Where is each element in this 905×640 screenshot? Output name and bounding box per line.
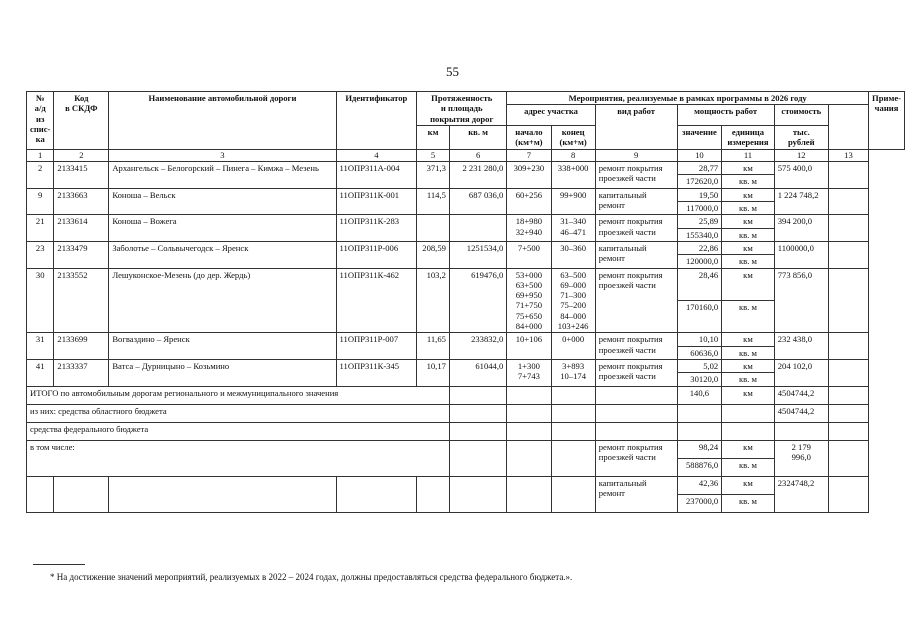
header-code: Код в СКДФ bbox=[54, 92, 109, 150]
road-area-sqm bbox=[449, 215, 506, 242]
regional-cost: 4504744,2 bbox=[774, 404, 828, 422]
federal-label: средства федерального бюджета bbox=[27, 422, 450, 440]
road-area-sqm: 233832,0 bbox=[449, 333, 506, 360]
road-length-km: 371,3 bbox=[417, 162, 450, 189]
federal-budget-row bbox=[27, 422, 905, 440]
road-capacity-km: 22,86 bbox=[677, 241, 722, 254]
road-capacity-km: 28,46 bbox=[677, 268, 722, 300]
repair-work: ремонт покрытия проезжей части bbox=[595, 440, 677, 476]
road-num: 41 bbox=[27, 360, 54, 387]
header-km: км bbox=[417, 125, 450, 149]
header-note: Приме- чания bbox=[869, 92, 905, 150]
road-ident: 11ОПР311К-001 bbox=[336, 188, 417, 215]
road-note bbox=[828, 268, 868, 333]
capital-cost: 2324748,2 bbox=[774, 476, 828, 512]
header-unit: единица измерения bbox=[722, 125, 774, 149]
road-length-km: 11,65 bbox=[417, 333, 450, 360]
road-capacity-sqm-unit: кв. м bbox=[722, 228, 774, 241]
header-capacity: мощность работ bbox=[677, 105, 774, 126]
road-cost: 204 102,0 bbox=[774, 360, 828, 387]
road-rows bbox=[27, 162, 905, 387]
incl-label: в том числе: bbox=[27, 440, 450, 476]
road-area-sqm: 1251534,0 bbox=[449, 241, 506, 268]
road-capacity-sqm: 60636,0 bbox=[677, 346, 722, 359]
road-start: 18+980 32+940 bbox=[507, 215, 551, 242]
header-ident: Идентификатор bbox=[336, 92, 417, 150]
header-start: начало (км+м) bbox=[507, 125, 551, 149]
road-area-sqm: 619476,0 bbox=[449, 268, 506, 333]
road-code: 2133699 bbox=[54, 333, 109, 360]
road-capacity-km-unit: км bbox=[722, 333, 774, 346]
road-end: 30–360 bbox=[551, 241, 595, 268]
totals-section bbox=[27, 386, 905, 512]
col-number: 10 bbox=[677, 149, 722, 161]
road-note bbox=[828, 360, 868, 387]
road-area-sqm: 61044,0 bbox=[449, 360, 506, 387]
road-code: 2133337 bbox=[54, 360, 109, 387]
table-row bbox=[27, 268, 905, 300]
road-capacity-sqm-unit: кв. м bbox=[722, 373, 774, 386]
col-number: 5 bbox=[417, 149, 450, 161]
road-name: Архангельск – Белогорский – Пинега – Кимжа – Мезень bbox=[109, 162, 336, 189]
road-area-sqm: 687 036,0 bbox=[449, 188, 506, 215]
road-capacity-km-unit: км bbox=[722, 162, 774, 175]
road-length-km: 208,59 bbox=[417, 241, 450, 268]
header-name: Наименование автомобильной дороги bbox=[109, 92, 336, 150]
road-ident: 11ОПР311К-462 bbox=[336, 268, 417, 333]
road-end: 3+893 10–174 bbox=[551, 360, 595, 387]
road-capacity-km: 25,89 bbox=[677, 215, 722, 228]
road-note bbox=[828, 241, 868, 268]
road-capacity-km: 10,10 bbox=[677, 333, 722, 346]
table-row bbox=[27, 215, 905, 228]
header-measures: Мероприятия, реализуемые в рамках программы в 2026 году bbox=[507, 92, 869, 105]
road-num: 21 bbox=[27, 215, 54, 242]
col-number: 6 bbox=[449, 149, 506, 161]
repair-cost: 2 179 996,0 bbox=[774, 440, 828, 476]
capital-sqm: 237000,0 bbox=[677, 494, 722, 512]
col-number: 9 bbox=[595, 149, 677, 161]
road-capacity-sqm-unit: кв. м bbox=[722, 346, 774, 359]
road-cost: 232 438,0 bbox=[774, 333, 828, 360]
road-work-type: ремонт покрытия проезжей части bbox=[595, 268, 677, 333]
col-number: 4 bbox=[336, 149, 417, 161]
road-work-type: ремонт покрытия проезжей части bbox=[595, 215, 677, 242]
header-cost: стоимость bbox=[774, 105, 828, 126]
road-end: 63–500 69–000 71–300 75–200 84–000 103+246 bbox=[551, 268, 595, 333]
road-code: 2133663 bbox=[54, 188, 109, 215]
table-row bbox=[27, 162, 905, 175]
road-capacity-sqm-unit: кв. м bbox=[722, 300, 774, 332]
col-number: 13 bbox=[828, 149, 868, 161]
header-sqm: кв. м bbox=[449, 125, 506, 149]
road-capacity-sqm-unit: кв. м bbox=[722, 201, 774, 214]
col-number: 3 bbox=[109, 149, 336, 161]
col-number: 12 bbox=[774, 149, 828, 161]
page-number: 55 bbox=[446, 64, 459, 79]
table-row bbox=[27, 360, 905, 373]
road-start: 1+300 7+743 bbox=[507, 360, 551, 387]
regional-budget-row bbox=[27, 404, 905, 422]
repair-sqm-unit: кв. м bbox=[722, 458, 774, 476]
road-ident: 11ОПР311А-004 bbox=[336, 162, 417, 189]
road-cost: 773 856,0 bbox=[774, 268, 828, 333]
road-num: 2 bbox=[27, 162, 54, 189]
road-end: 31–340 46–471 bbox=[551, 215, 595, 242]
road-capacity-sqm: 170160,0 bbox=[677, 300, 722, 332]
table-row bbox=[27, 241, 905, 254]
road-work-type: ремонт покрытия проезжей части bbox=[595, 162, 677, 189]
road-capacity-km-unit: км bbox=[722, 215, 774, 228]
road-ident: 11ОПР311К-283 bbox=[336, 215, 417, 242]
header-length-area: Протяженность и площадь покрытия дорог bbox=[417, 92, 507, 126]
road-length-km: 10,17 bbox=[417, 360, 450, 387]
itogo-value: 140,6 bbox=[677, 386, 722, 404]
road-ident: 11ОПР311Р-006 bbox=[336, 241, 417, 268]
road-work-type: ремонт покрытия проезжей части bbox=[595, 360, 677, 387]
road-start: 7+500 bbox=[507, 241, 551, 268]
column-number-row bbox=[27, 149, 905, 161]
road-capacity-km: 5,02 bbox=[677, 360, 722, 373]
road-name: Коноша – Вожега bbox=[109, 215, 336, 242]
road-note bbox=[828, 188, 868, 215]
road-cost: 394 200,0 bbox=[774, 215, 828, 242]
road-num: 9 bbox=[27, 188, 54, 215]
capital-km-unit: км bbox=[722, 476, 774, 494]
road-capacity-km-unit: км bbox=[722, 188, 774, 201]
col-number: 2 bbox=[54, 149, 109, 161]
road-code: 2133614 bbox=[54, 215, 109, 242]
capital-work: капитальный ремонт bbox=[595, 476, 677, 512]
road-cost: 1100000,0 bbox=[774, 241, 828, 268]
road-capacity-sqm: 30120,0 bbox=[677, 373, 722, 386]
header-value: значение bbox=[677, 125, 722, 149]
repair-sqm: 588876,0 bbox=[677, 458, 722, 476]
road-ident: 11ОПР311К-345 bbox=[336, 360, 417, 387]
total-row bbox=[27, 386, 905, 404]
header-end: конец (км+м) bbox=[551, 125, 595, 149]
road-code: 2133479 bbox=[54, 241, 109, 268]
road-start: 10+106 bbox=[507, 333, 551, 360]
header-cost-unit: тыс. рублей bbox=[774, 125, 828, 149]
road-code: 2133552 bbox=[54, 268, 109, 333]
header-num: № а/д из спис- ка bbox=[27, 92, 54, 150]
road-name: Заболотье – Сольвычегодск – Яренск bbox=[109, 241, 336, 268]
col-number: 7 bbox=[507, 149, 551, 161]
road-work-type: капитальный ремонт bbox=[595, 241, 677, 268]
road-capacity-km-unit: км bbox=[722, 360, 774, 373]
road-capacity-km: 28,77 bbox=[677, 162, 722, 175]
road-name: Коноша – Вельск bbox=[109, 188, 336, 215]
road-start: 53+000 63+500 69+950 71+750 75+650 84+000 bbox=[507, 268, 551, 333]
road-capacity-km-unit: км bbox=[722, 268, 774, 300]
road-cost: 575 400,0 bbox=[774, 162, 828, 189]
footnote-rule bbox=[33, 564, 85, 565]
road-num: 23 bbox=[27, 241, 54, 268]
road-code: 2133415 bbox=[54, 162, 109, 189]
road-cost: 1 224 748,2 bbox=[774, 188, 828, 215]
itogo-label: ИТОГО по автомобильным дорогам регионального и межмуниципального значения bbox=[27, 386, 450, 404]
table-row bbox=[27, 333, 905, 346]
incl-repair-row bbox=[27, 440, 905, 458]
road-ident: 11ОПР311Р-007 bbox=[336, 333, 417, 360]
col-number: 11 bbox=[722, 149, 774, 161]
road-capacity-sqm: 172620,0 bbox=[677, 175, 722, 188]
road-work-type: капитальный ремонт bbox=[595, 188, 677, 215]
regional-label: из них: средства областного бюджета bbox=[27, 404, 450, 422]
road-length-km: 114,5 bbox=[417, 188, 450, 215]
road-capacity-km: 19,50 bbox=[677, 188, 722, 201]
capital-km: 42,36 bbox=[677, 476, 722, 494]
capital-sqm-unit: кв. м bbox=[722, 494, 774, 512]
road-name: Лешуконское-Мезень (до дер. Жердь) bbox=[109, 268, 336, 333]
road-note bbox=[828, 215, 868, 242]
road-start: 60+256 bbox=[507, 188, 551, 215]
header-address: адрес участка bbox=[507, 105, 595, 126]
road-num: 31 bbox=[27, 333, 54, 360]
repair-km-unit: км bbox=[722, 440, 774, 458]
road-end: 338+000 bbox=[551, 162, 595, 189]
road-capacity-km-unit: км bbox=[722, 241, 774, 254]
repair-km: 98,24 bbox=[677, 440, 722, 458]
road-end: 99+900 bbox=[551, 188, 595, 215]
road-area-sqm: 2 231 280,0 bbox=[449, 162, 506, 189]
road-num: 30 bbox=[27, 268, 54, 333]
road-capacity-sqm: 155340,0 bbox=[677, 228, 722, 241]
road-capacity-sqm: 117000,0 bbox=[677, 201, 722, 214]
road-capacity-sqm: 120000,0 bbox=[677, 255, 722, 268]
footnote: * На достижение значений мероприятий, реализуемых в 2022 – 2024 годах, должны предоставляться средства федерального бюджета.». bbox=[50, 572, 573, 582]
road-work-type: ремонт покрытия проезжей части bbox=[595, 333, 677, 360]
road-name: Ватса – Дурницыно – Козьмино bbox=[109, 360, 336, 387]
col-number: 8 bbox=[551, 149, 595, 161]
itogo-unit: км bbox=[722, 386, 774, 404]
road-note bbox=[828, 333, 868, 360]
header-work-type: вид работ bbox=[595, 105, 677, 149]
road-length-km bbox=[417, 215, 450, 242]
road-program-table bbox=[26, 91, 905, 513]
road-end: 0+000 bbox=[551, 333, 595, 360]
incl-capital-row bbox=[27, 476, 905, 494]
road-note bbox=[828, 162, 868, 189]
road-capacity-sqm-unit: кв. м bbox=[722, 175, 774, 188]
road-name: Вогваздино – Яренск bbox=[109, 333, 336, 360]
road-capacity-sqm-unit: кв. м bbox=[722, 255, 774, 268]
table-row bbox=[27, 188, 905, 201]
road-length-km: 103,2 bbox=[417, 268, 450, 333]
road-start: 309+230 bbox=[507, 162, 551, 189]
col-number: 1 bbox=[27, 149, 54, 161]
itogo-cost: 4504744,2 bbox=[774, 386, 828, 404]
